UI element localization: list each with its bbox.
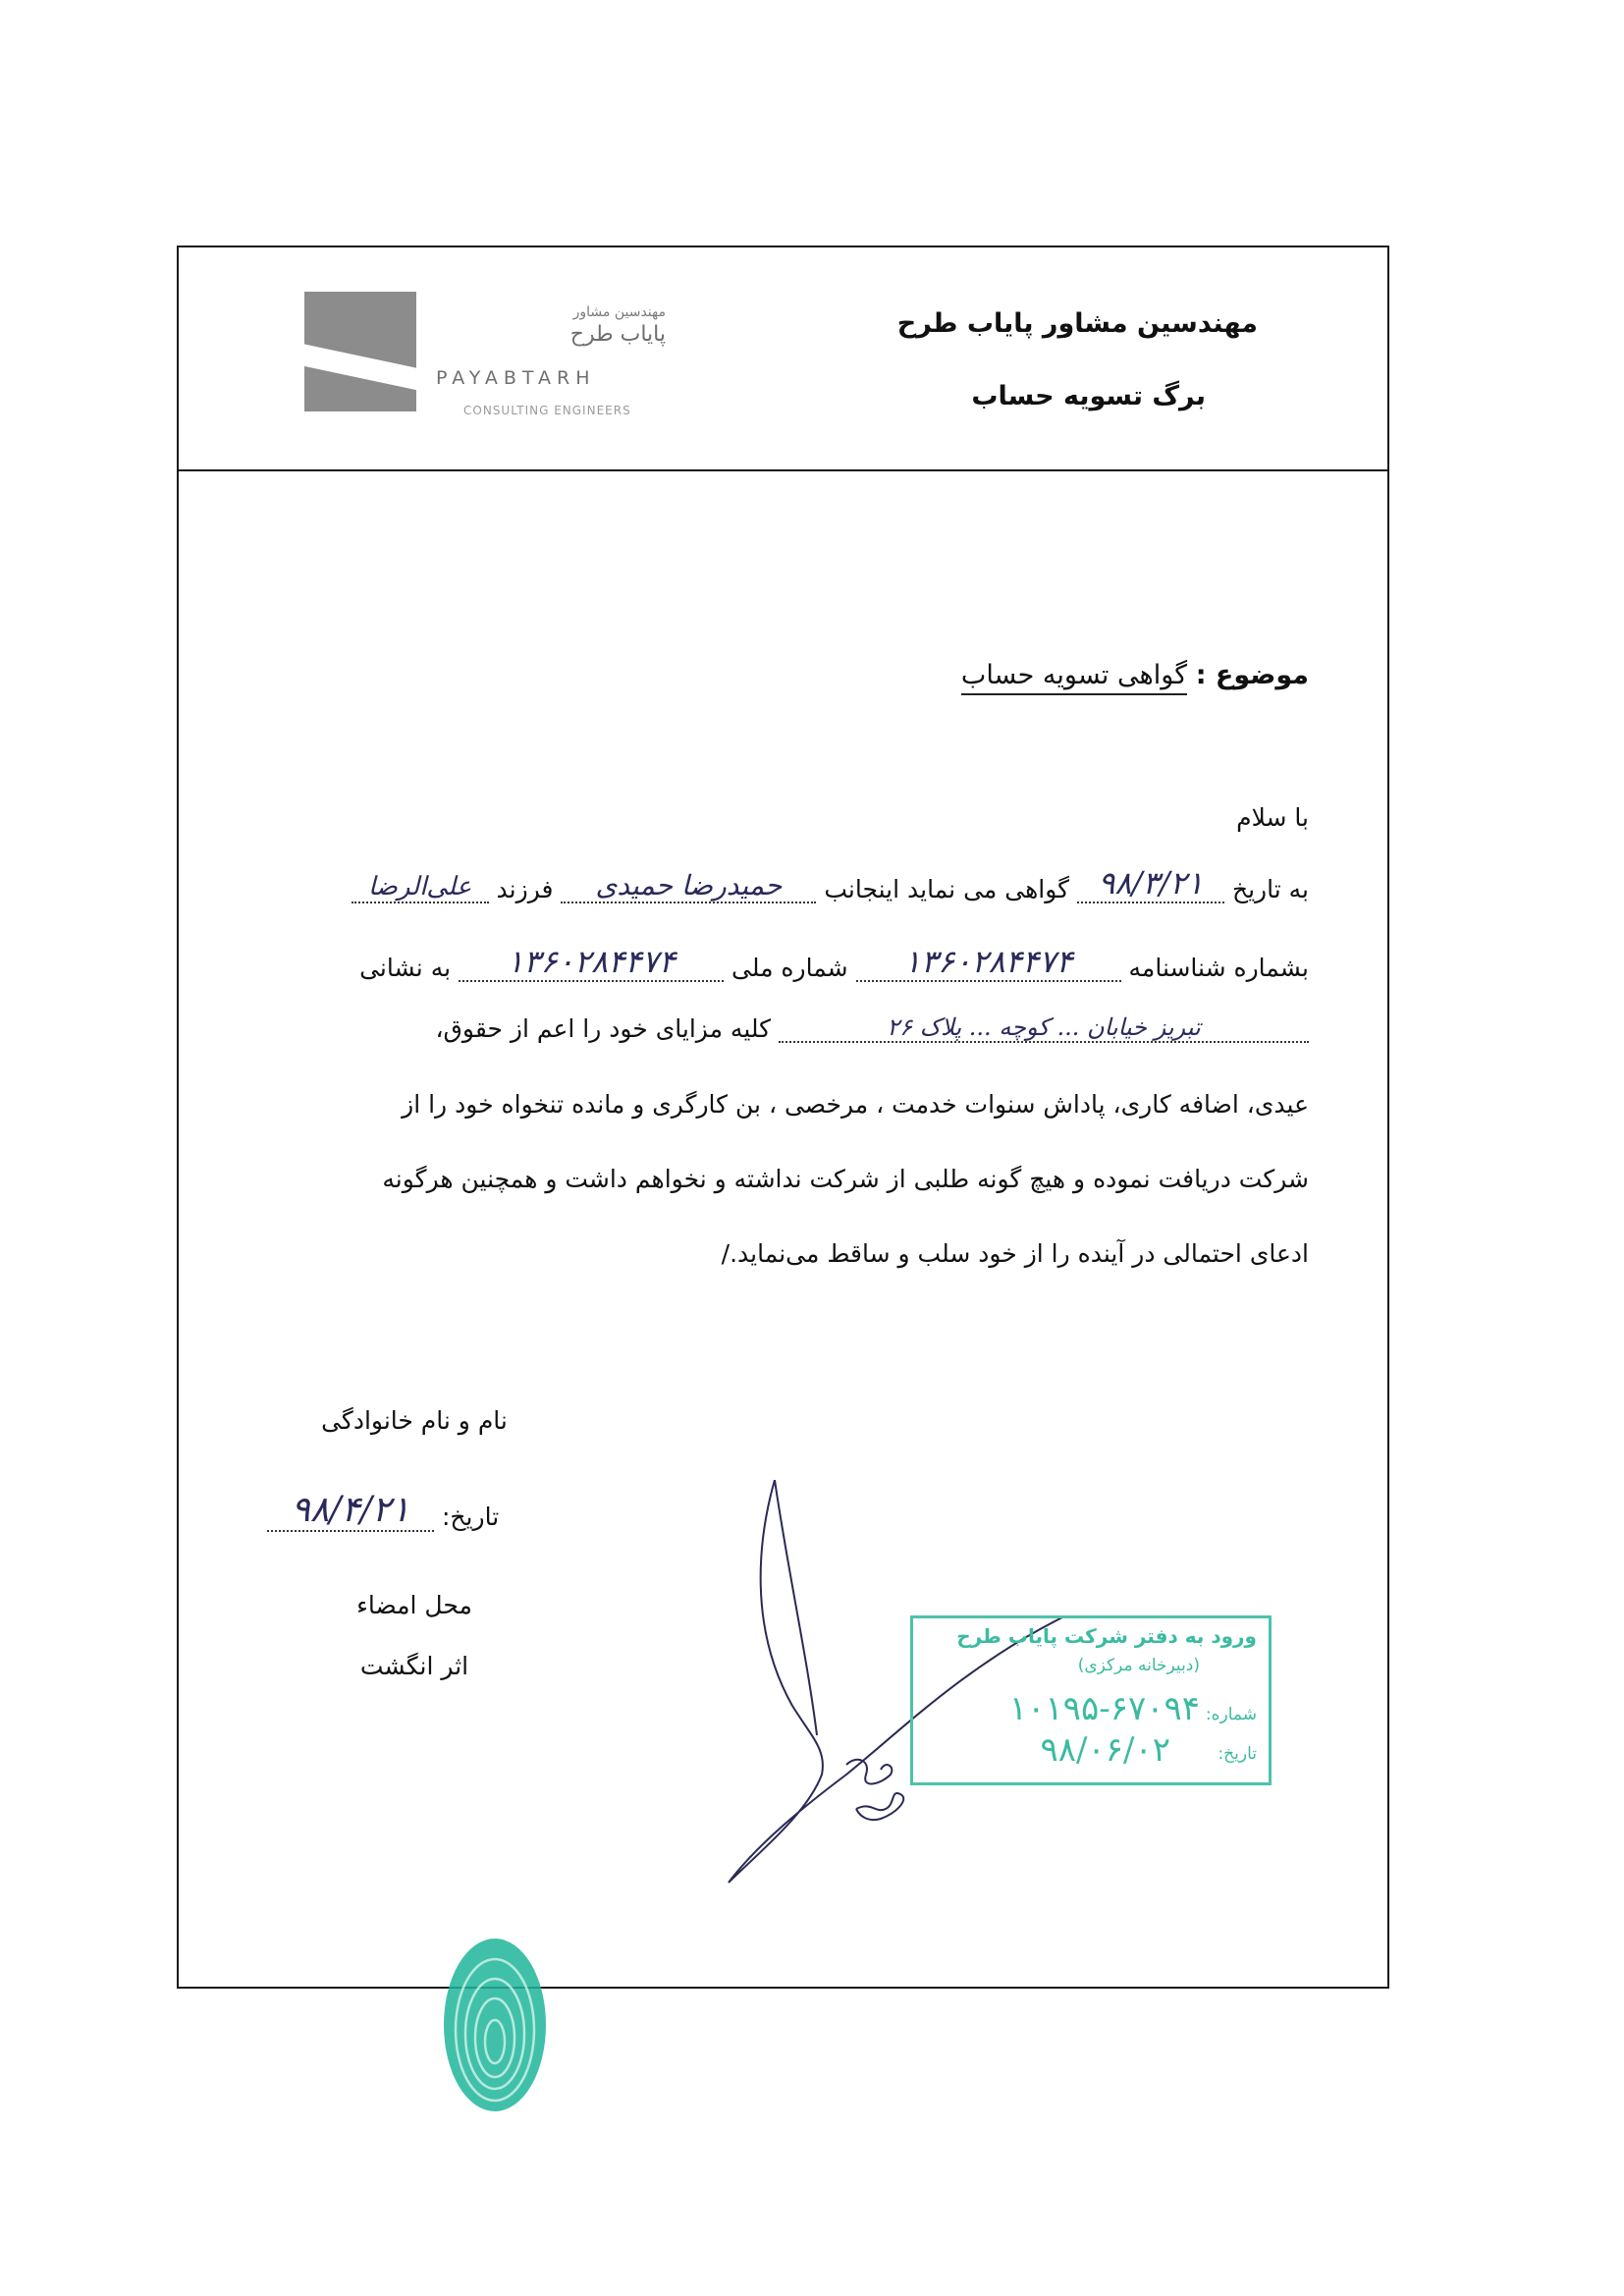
text-child-of: فرزند bbox=[496, 875, 554, 903]
logo-english-subtitle: CONSULTING ENGINEERS bbox=[463, 404, 631, 417]
filled-date: ۹۸/۳/۲۱ bbox=[1077, 864, 1224, 903]
greeting: با سلام bbox=[1236, 803, 1309, 832]
text-national-id: شماره ملی bbox=[731, 954, 848, 982]
text-date-prefix: به تاریخ bbox=[1231, 875, 1309, 903]
stamp-date-label: تاریخ: bbox=[1218, 1744, 1257, 1764]
filled-national-id: ۱۳۶۰۲۸۴۴۷۴ bbox=[459, 943, 724, 982]
subject-value: گواهی تسویه حساب bbox=[961, 660, 1187, 695]
body-line-3 bbox=[180, 1013, 1309, 1043]
company-logo-mark bbox=[304, 292, 416, 411]
text-birth-cert: بشماره شناسنامه bbox=[1128, 954, 1309, 982]
fingerprint-label: اثر انگشت bbox=[359, 1652, 469, 1680]
body-line-1 bbox=[180, 864, 1309, 903]
subject-line bbox=[961, 660, 1309, 690]
logo-persian-name: پایاب طرح bbox=[569, 322, 666, 347]
body-line-5: شرکت دریافت نموده و هیچ گونه طلبی از شرکت نداشته و نخواهم داشت و همچنین هرگونه bbox=[382, 1165, 1309, 1193]
stamp-subtitle: (دبیرخانه مرکزی) bbox=[1077, 1656, 1200, 1675]
logo-persian-small: مهندسین مشاور bbox=[572, 304, 666, 320]
form-header bbox=[179, 247, 1387, 471]
signature-date-value: ۹۸/۴/۲۱ bbox=[267, 1490, 434, 1532]
body-line-4: عیدی، اضافه کاری، پاداش سنوات خدمت ، مرخصی ، بن کارگری و مانده تنخواه خود را از bbox=[402, 1090, 1309, 1119]
form-frame bbox=[177, 246, 1389, 1989]
fingerprint-mark bbox=[439, 1932, 552, 2118]
registry-stamp bbox=[910, 1615, 1272, 1785]
name-label: نام و نام خانوادگی bbox=[321, 1406, 508, 1435]
text-address: به نشانی bbox=[359, 954, 452, 982]
filled-address: تبریز خیابان ... کوچه ... پلاک ۲۶ bbox=[779, 1013, 1309, 1043]
filled-father-name: علی‌الرضا bbox=[352, 872, 489, 903]
body-line-2 bbox=[180, 943, 1309, 982]
signature-place-label: محل امضاء bbox=[356, 1591, 472, 1619]
stamp-date-value: ۹۸/۰۶/۰۲ bbox=[1040, 1730, 1170, 1770]
filled-birth-cert-number: ۱۳۶۰۲۸۴۴۷۴ bbox=[856, 943, 1121, 982]
text-all-benefits: کلیه مزایای خود را اعم از حقوق، bbox=[435, 1014, 772, 1043]
stamp-number-label: شماره: bbox=[1205, 1705, 1257, 1724]
logo-english-name: PAYABTARH bbox=[436, 367, 596, 389]
subject-label: موضوع : bbox=[1195, 660, 1309, 690]
text-certify: گواهی می نماید اینجانب bbox=[824, 875, 1070, 903]
signature-date-label: تاریخ: bbox=[442, 1503, 500, 1531]
company-name: مهندسین مشاور پایاب طرح bbox=[896, 308, 1258, 339]
stamp-title: ورود به دفتر شرکت پایاب طرح bbox=[956, 1624, 1257, 1648]
body-line-6: ادعای احتمالی در آینده را از خود سلب و ساقط می‌نماید./ bbox=[721, 1239, 1309, 1268]
form-title: برگ تسویه حساب bbox=[971, 381, 1206, 411]
stamp-number-value: ۱۰۱۹۵-۶۷۰۹۴ bbox=[1008, 1689, 1200, 1728]
filled-full-name: حمیدرضا حمیدی bbox=[561, 869, 816, 903]
